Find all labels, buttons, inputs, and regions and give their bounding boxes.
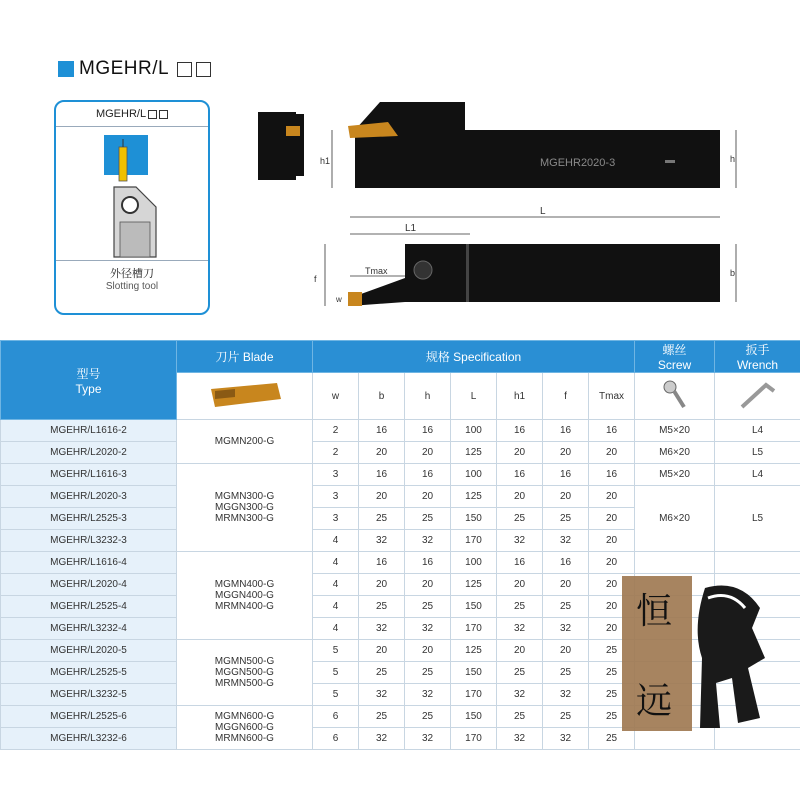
side-view-holder-icon bbox=[348, 244, 720, 306]
spec-cell-f: 32 bbox=[543, 728, 589, 750]
spec-cell-w: 5 bbox=[313, 684, 359, 706]
spec-cell-b: 32 bbox=[359, 728, 405, 750]
blade-cell: MGMN500-G MGGN500-G MRMN500-G bbox=[177, 640, 313, 706]
spec-cell-h: 32 bbox=[405, 684, 451, 706]
card-label bbox=[56, 261, 208, 292]
spec-cell-b: 16 bbox=[359, 464, 405, 486]
spec-cell-l: 125 bbox=[451, 574, 497, 596]
spec-cell-f: 20 bbox=[543, 574, 589, 596]
blade-cell: MGMN200-G bbox=[177, 420, 313, 464]
top-view-holder-icon bbox=[348, 102, 720, 188]
table-row bbox=[1, 442, 800, 464]
spec-cell-tmax: 20 bbox=[589, 442, 635, 464]
tool-marking: MGEHR2020-3 bbox=[540, 157, 616, 169]
spec-cell-l: 125 bbox=[451, 640, 497, 662]
type-cell: MGEHR/L1616-4 bbox=[1, 552, 177, 574]
screw-cell: M6×20 bbox=[635, 486, 715, 552]
spec-cell-h1: 32 bbox=[497, 530, 543, 552]
spec-cell-h1: 32 bbox=[497, 618, 543, 640]
watermark-seal bbox=[620, 568, 770, 738]
spec-cell-tmax: 25 bbox=[589, 684, 635, 706]
spec-cell-h1: 25 bbox=[497, 662, 543, 684]
spec-header: 规格 Specification bbox=[313, 341, 635, 373]
card-title bbox=[56, 102, 208, 127]
spec-cell-l: 100 bbox=[451, 464, 497, 486]
spec-cell-w: 4 bbox=[313, 618, 359, 640]
spec-cell-h1: 20 bbox=[497, 486, 543, 508]
spec-cell-h1: 25 bbox=[497, 706, 543, 728]
tool-type-card bbox=[54, 100, 210, 315]
spec-cell-tmax: 20 bbox=[589, 508, 635, 530]
spec-cell-f: 20 bbox=[543, 486, 589, 508]
spec-cell-w: 4 bbox=[313, 574, 359, 596]
spec-cell-h1: 16 bbox=[497, 464, 543, 486]
wrench-cell: L5 bbox=[715, 486, 800, 552]
type-cell: MGEHR/L2020-5 bbox=[1, 640, 177, 662]
spec-cell-w: 2 bbox=[313, 442, 359, 464]
col-L: L bbox=[451, 373, 497, 420]
spec-cell-f: 25 bbox=[543, 662, 589, 684]
placeholder-box bbox=[177, 62, 192, 77]
spec-cell-l: 100 bbox=[451, 420, 497, 442]
spec-cell-l: 150 bbox=[451, 596, 497, 618]
spec-cell-tmax: 16 bbox=[589, 464, 635, 486]
spec-cell-h1: 16 bbox=[497, 420, 543, 442]
screw-cell: M5×20 bbox=[635, 420, 715, 442]
type-cell: MGEHR/L3232-3 bbox=[1, 530, 177, 552]
wrench-cell: L4 bbox=[715, 464, 800, 486]
type-cell: MGEHR/L3232-6 bbox=[1, 728, 177, 750]
dim-h-label: h bbox=[730, 154, 736, 164]
card-label-en: Slotting tool bbox=[105, 281, 159, 292]
blade-header: 刀片 Blade bbox=[177, 341, 313, 373]
spec-cell-h: 25 bbox=[405, 508, 451, 530]
spec-cell-h1: 25 bbox=[497, 508, 543, 530]
spec-cell-l: 170 bbox=[451, 684, 497, 706]
spec-cell-h: 20 bbox=[405, 574, 451, 596]
type-cell: MGEHR/L1616-2 bbox=[1, 420, 177, 442]
spec-cell-tmax: 16 bbox=[589, 420, 635, 442]
heading-marker bbox=[58, 61, 74, 77]
heading-title: MGEHR/L bbox=[79, 58, 170, 79]
blade-insert-icon bbox=[177, 373, 313, 420]
spec-cell-tmax: 20 bbox=[589, 596, 635, 618]
spec-cell-h1: 32 bbox=[497, 684, 543, 706]
spec-cell-l: 125 bbox=[451, 442, 497, 464]
placeholder-box bbox=[148, 110, 157, 119]
spec-cell-l: 170 bbox=[451, 728, 497, 750]
seal-char-2: 远 bbox=[636, 681, 673, 722]
col-h: h bbox=[405, 373, 451, 420]
spec-cell-f: 25 bbox=[543, 706, 589, 728]
seal-char-1: 恒 bbox=[636, 591, 673, 632]
spec-cell-b: 25 bbox=[359, 508, 405, 530]
screw-cell: M6×20 bbox=[635, 442, 715, 464]
spec-cell-tmax: 25 bbox=[589, 728, 635, 750]
spec-cell-f: 20 bbox=[543, 442, 589, 464]
spec-cell-w: 5 bbox=[313, 640, 359, 662]
spec-cell-w: 6 bbox=[313, 706, 359, 728]
type-cell: MGEHR/L3232-5 bbox=[1, 684, 177, 706]
spec-cell-b: 20 bbox=[359, 486, 405, 508]
spec-cell-w: 2 bbox=[313, 420, 359, 442]
col-f: f bbox=[543, 373, 589, 420]
blade-cell: MGMN400-G MGGN400-G MRMN400-G bbox=[177, 552, 313, 640]
screw-header: 螺丝 Screw bbox=[635, 341, 715, 373]
spec-cell-f: 16 bbox=[543, 464, 589, 486]
spec-cell-w: 4 bbox=[313, 552, 359, 574]
spec-cell-h1: 25 bbox=[497, 596, 543, 618]
spec-cell-h: 25 bbox=[405, 662, 451, 684]
spec-cell-h1: 20 bbox=[497, 574, 543, 596]
type-cell: MGEHR/L2020-2 bbox=[1, 442, 177, 464]
col-w: w bbox=[313, 373, 359, 420]
spec-cell-h1: 20 bbox=[497, 640, 543, 662]
dim-f-label: f bbox=[314, 274, 317, 284]
col-b: b bbox=[359, 373, 405, 420]
blade-cell: MGMN600-G MGGN600-G MRMN600-G bbox=[177, 706, 313, 750]
spec-cell-w: 3 bbox=[313, 464, 359, 486]
card-title-text: MGEHR/L bbox=[95, 108, 147, 120]
wrench-cell: L4 bbox=[715, 420, 800, 442]
table-row bbox=[1, 464, 800, 486]
col-tmax: Tmax bbox=[589, 373, 635, 420]
spec-cell-b: 20 bbox=[359, 442, 405, 464]
spec-cell-b: 20 bbox=[359, 640, 405, 662]
type-cell: MGEHR/L2525-5 bbox=[1, 662, 177, 684]
tool-drawing bbox=[240, 92, 770, 332]
table-header-row bbox=[1, 341, 800, 373]
spec-cell-tmax: 20 bbox=[589, 552, 635, 574]
spec-cell-w: 3 bbox=[313, 508, 359, 530]
blade-cell: MGMN300-G MGGN300-G MRMN300-G bbox=[177, 464, 313, 552]
dim-w-label: w bbox=[336, 295, 342, 304]
dim-L1-label: L1 bbox=[405, 223, 417, 234]
type-cell: MGEHR/L2525-3 bbox=[1, 508, 177, 530]
spec-cell-tmax: 25 bbox=[589, 706, 635, 728]
end-view-icon bbox=[258, 112, 304, 180]
spec-cell-w: 6 bbox=[313, 728, 359, 750]
spec-cell-h: 32 bbox=[405, 530, 451, 552]
spec-cell-h: 20 bbox=[405, 640, 451, 662]
spec-cell-b: 32 bbox=[359, 618, 405, 640]
spec-cell-b: 32 bbox=[359, 684, 405, 706]
type-header: 型号 Type bbox=[1, 341, 177, 420]
spec-cell-w: 4 bbox=[313, 596, 359, 618]
spec-cell-b: 25 bbox=[359, 706, 405, 728]
spec-cell-b: 32 bbox=[359, 530, 405, 552]
table-row bbox=[1, 420, 800, 442]
spec-cell-l: 150 bbox=[451, 706, 497, 728]
spec-cell-l: 125 bbox=[451, 486, 497, 508]
spec-cell-f: 32 bbox=[543, 530, 589, 552]
type-cell: MGEHR/L1616-3 bbox=[1, 464, 177, 486]
spec-cell-h: 20 bbox=[405, 486, 451, 508]
spec-cell-h1: 20 bbox=[497, 442, 543, 464]
spec-cell-h1: 16 bbox=[497, 552, 543, 574]
spec-cell-l: 150 bbox=[451, 662, 497, 684]
dim-h1-label: h1 bbox=[320, 156, 331, 166]
spec-cell-l: 170 bbox=[451, 618, 497, 640]
spec-cell-b: 25 bbox=[359, 662, 405, 684]
spec-cell-w: 5 bbox=[313, 662, 359, 684]
spec-cell-h: 16 bbox=[405, 464, 451, 486]
spec-cell-l: 150 bbox=[451, 508, 497, 530]
placeholder-box bbox=[159, 110, 168, 119]
spec-cell-tmax: 20 bbox=[589, 574, 635, 596]
spec-cell-b: 25 bbox=[359, 596, 405, 618]
spec-cell-f: 32 bbox=[543, 618, 589, 640]
spec-cell-w: 3 bbox=[313, 486, 359, 508]
spec-cell-h: 32 bbox=[405, 728, 451, 750]
spec-cell-l: 100 bbox=[451, 552, 497, 574]
type-cell: MGEHR/L2525-6 bbox=[1, 706, 177, 728]
spec-cell-f: 16 bbox=[543, 420, 589, 442]
spec-cell-f: 20 bbox=[543, 640, 589, 662]
spec-cell-h: 25 bbox=[405, 706, 451, 728]
col-h1: h1 bbox=[497, 373, 543, 420]
card-label-zh: 外径槽刀 bbox=[110, 268, 154, 280]
slotting-diagram bbox=[56, 127, 208, 261]
spec-cell-h: 25 bbox=[405, 596, 451, 618]
spec-cell-tmax: 20 bbox=[589, 530, 635, 552]
spec-cell-b: 16 bbox=[359, 552, 405, 574]
dim-b-label: b bbox=[730, 268, 736, 278]
spec-cell-tmax: 20 bbox=[589, 618, 635, 640]
spec-cell-h: 16 bbox=[405, 420, 451, 442]
wrench-header: 扳手 Wrench bbox=[715, 341, 800, 373]
type-cell: MGEHR/L2020-4 bbox=[1, 574, 177, 596]
wrench-cell: L5 bbox=[715, 442, 800, 464]
dim-tmax-label: Tmax bbox=[365, 266, 388, 276]
spec-cell-tmax: 20 bbox=[589, 486, 635, 508]
spec-cell-tmax: 25 bbox=[589, 640, 635, 662]
spec-cell-w: 4 bbox=[313, 530, 359, 552]
spec-cell-tmax: 25 bbox=[589, 662, 635, 684]
spec-cell-h: 20 bbox=[405, 442, 451, 464]
type-cell: MGEHR/L2020-3 bbox=[1, 486, 177, 508]
spec-cell-f: 16 bbox=[543, 552, 589, 574]
screw-cell: M5×20 bbox=[635, 464, 715, 486]
spec-cell-f: 25 bbox=[543, 508, 589, 530]
spec-cell-f: 25 bbox=[543, 596, 589, 618]
spec-cell-l: 170 bbox=[451, 530, 497, 552]
type-cell: MGEHR/L2525-4 bbox=[1, 596, 177, 618]
placeholder-box bbox=[196, 62, 211, 77]
section-heading bbox=[58, 58, 211, 80]
table-row bbox=[1, 486, 800, 508]
dim-L-label: L bbox=[540, 206, 546, 217]
screw-icon bbox=[635, 373, 715, 420]
spec-cell-h: 32 bbox=[405, 618, 451, 640]
spec-cell-b: 16 bbox=[359, 420, 405, 442]
spec-cell-h: 16 bbox=[405, 552, 451, 574]
spec-cell-h1: 32 bbox=[497, 728, 543, 750]
spec-cell-f: 32 bbox=[543, 684, 589, 706]
spec-cell-b: 20 bbox=[359, 574, 405, 596]
type-cell: MGEHR/L3232-4 bbox=[1, 618, 177, 640]
wrench-icon bbox=[715, 373, 800, 420]
